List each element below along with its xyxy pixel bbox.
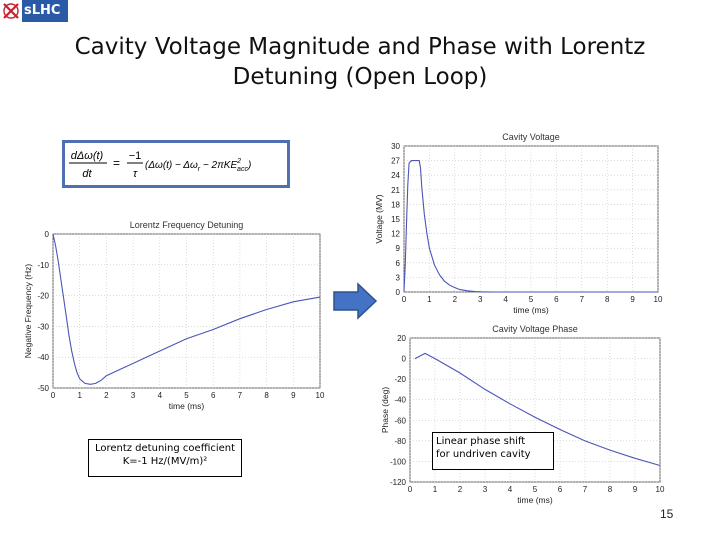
eq-equals: = <box>113 156 121 170</box>
x-tick-label: 9 <box>630 295 635 304</box>
y-tick-label: -30 <box>37 322 49 332</box>
x-tick-label: 3 <box>477 295 483 304</box>
y-tick-label: 24 <box>391 171 400 181</box>
x-tick-label: 5 <box>184 391 189 400</box>
y-tick-label: 0 <box>401 354 406 364</box>
chart-title: Cavity Voltage Phase <box>492 324 578 334</box>
arrow-shape <box>334 284 376 318</box>
eq-lhs-denominator: dt <box>82 168 92 180</box>
eq-rhs-part1: (Δω(t) − Δω <box>145 160 198 171</box>
equation-svg <box>65 143 287 185</box>
x-tick-label: 9 <box>291 391 296 400</box>
cavity-phase-chart <box>372 322 672 506</box>
x-tick-label: 4 <box>507 485 513 494</box>
x-tick-label: 3 <box>130 391 136 400</box>
phase-shift-callout <box>432 432 554 470</box>
y-axis-label: Voltage (MV) <box>374 194 384 244</box>
y-tick-label: -120 <box>389 478 406 487</box>
y-tick-label: 15 <box>391 215 400 224</box>
x-tick-label: 7 <box>237 391 243 400</box>
x-tick-label: 1 <box>432 485 438 494</box>
y-axis-label: Negative Frequency (Hz) <box>23 263 33 359</box>
callout-line-1: Linear phase shift <box>436 436 526 447</box>
y-tick-label: 27 <box>391 156 400 166</box>
eq-lhs-numerator: dΔω(t) <box>70 150 104 162</box>
y-tick-label: -20 <box>394 375 406 385</box>
y-tick-label: 3 <box>395 273 400 283</box>
x-tick-label: 10 <box>315 391 325 400</box>
x-tick-label: 8 <box>264 391 269 400</box>
x-tick-label: 8 <box>604 295 610 304</box>
y-tick-label: -20 <box>37 291 49 301</box>
x-tick-label: 6 <box>557 485 563 494</box>
x-axis-label: time (ms) <box>517 495 553 505</box>
slide-number: 15 <box>660 507 674 521</box>
x-axis-label: time (ms) <box>513 305 549 315</box>
logo-text: sLHC <box>24 3 61 18</box>
y-tick-label: -80 <box>394 436 406 446</box>
x-tick-label: 10 <box>653 295 663 304</box>
y-tick-label: 9 <box>395 244 400 254</box>
x-tick-label: 9 <box>632 485 638 494</box>
y-tick-label: -100 <box>389 457 406 467</box>
y-tick-label: -60 <box>394 416 406 426</box>
x-tick-label: 3 <box>482 485 488 494</box>
eq-coef-numerator: −1 <box>128 150 142 162</box>
y-tick-label: 0 <box>44 230 49 239</box>
x-tick-label: 0 <box>401 295 407 304</box>
x-tick-label: 8 <box>607 485 613 494</box>
x-tick-label: 5 <box>532 485 538 494</box>
slide-title: Cavity Voltage Magnitude and Phase with Lorentz Detuning (Open Loop) <box>74 34 646 90</box>
x-tick-label: 6 <box>554 295 559 304</box>
x-tick-label: 10 <box>655 485 665 494</box>
x-tick-label: 2 <box>104 391 109 400</box>
eq-rhs-sub: r <box>197 166 201 173</box>
y-tick-label: 30 <box>391 142 400 151</box>
x-tick-label: 4 <box>503 295 508 304</box>
x-tick-label: 5 <box>528 295 534 304</box>
y-tick-label: -50 <box>37 384 49 393</box>
equation-box <box>62 140 290 188</box>
y-tick-label: 6 <box>395 258 400 268</box>
x-tick-label: 7 <box>582 485 588 494</box>
y-tick-label: -10 <box>37 260 49 270</box>
x-axis-label: time (ms) <box>168 401 205 411</box>
chart-title: Cavity Voltage <box>502 132 560 142</box>
x-tick-label: 4 <box>157 391 163 400</box>
x-tick-label: 0 <box>407 485 413 494</box>
eq-coef-denominator: τ <box>132 168 138 180</box>
y-axis-label: Phase (deg) <box>380 386 390 434</box>
y-tick-label: -40 <box>394 395 406 405</box>
chart-title: Lorentz Frequency Detuning <box>129 220 244 230</box>
cavity-voltage-chart <box>374 126 672 315</box>
eq-rhs <box>145 158 251 173</box>
y-tick-label: -40 <box>37 353 49 363</box>
y-tick-label: 18 <box>391 200 400 210</box>
callout-line-2: for undriven cavity <box>436 449 531 460</box>
eq-rhs-part2: − 2πKE <box>200 160 238 171</box>
eq-rhs-sup: 2 <box>237 158 242 165</box>
lorentz-coefficient-callout <box>88 439 242 477</box>
lorentz-detuning-chart <box>15 212 330 418</box>
callout-line-2: K=-1 Hz/(MV/m)² <box>122 456 208 467</box>
plot-area <box>53 234 320 388</box>
eq-rhs-end: ) <box>247 160 252 171</box>
y-tick-label: 20 <box>397 334 406 343</box>
y-tick-label: 21 <box>391 185 400 195</box>
eq-rhs-sub2: acc <box>237 166 248 173</box>
x-tick-label: 1 <box>427 295 432 304</box>
callout-line-1: Lorentz detuning coefficient <box>94 443 236 454</box>
x-tick-label: 2 <box>457 485 463 494</box>
y-tick-label: 12 <box>391 229 400 239</box>
x-tick-label: 7 <box>579 295 585 304</box>
y-tick-label: 0 <box>395 288 400 297</box>
right-arrow-icon <box>332 282 380 322</box>
x-tick-label: 1 <box>77 391 82 400</box>
x-tick-label: 2 <box>452 295 458 304</box>
x-tick-label: 6 <box>210 391 216 400</box>
x-tick-label: 0 <box>50 391 56 400</box>
